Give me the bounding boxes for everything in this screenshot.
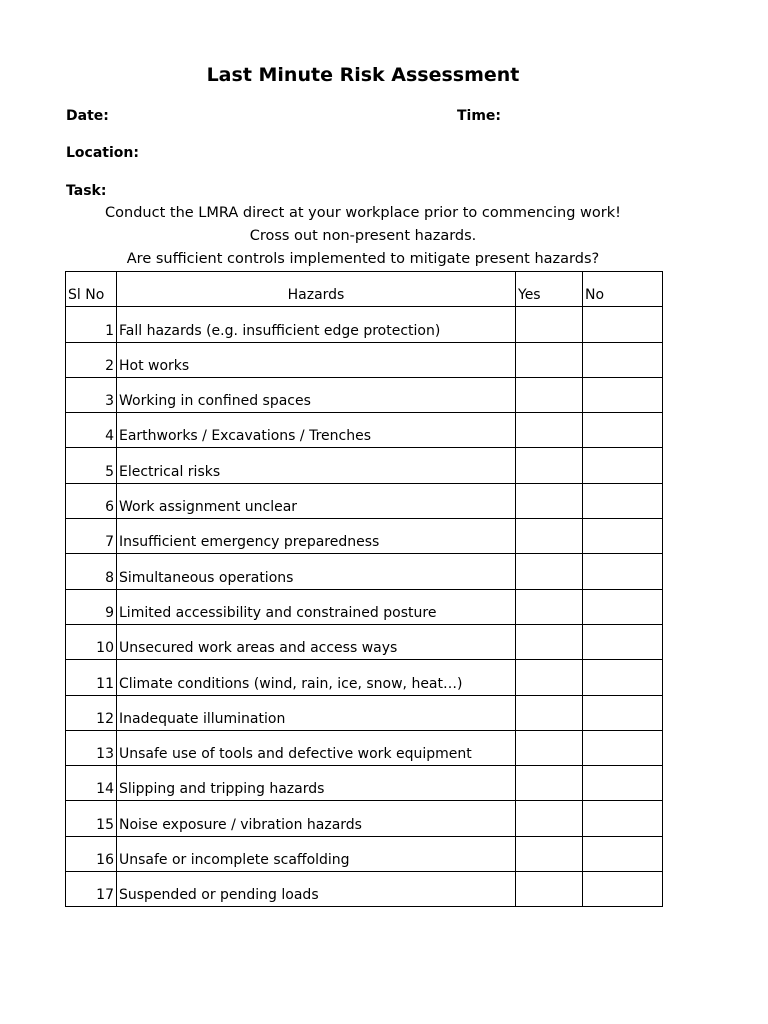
row-no-cell[interactable] (583, 377, 663, 412)
row-number: 5 (66, 448, 117, 483)
row-no-cell[interactable] (583, 836, 663, 871)
table-row (66, 483, 663, 518)
row-hazard: Unsafe or incomplete scaffolding (117, 836, 516, 871)
header-hazards: Hazards (117, 272, 516, 307)
row-no-cell[interactable] (583, 483, 663, 518)
task-label: Task: (66, 183, 107, 199)
row-number: 13 (66, 730, 117, 765)
row-hazard: Work assignment unclear (117, 483, 516, 518)
row-no-cell[interactable] (583, 730, 663, 765)
table-row (66, 519, 663, 554)
row-no-cell[interactable] (583, 342, 663, 377)
table-row (66, 307, 663, 342)
row-number: 16 (66, 836, 117, 871)
row-hazard: Working in confined spaces (117, 377, 516, 412)
row-hazard: Unsecured work areas and access ways (117, 624, 516, 659)
hazards-table-body (66, 272, 663, 907)
row-hazard: Climate conditions (wind, rain, ice, snow, heat…) (117, 660, 516, 695)
row-yes-cell[interactable] (516, 695, 583, 730)
table-row (66, 448, 663, 483)
row-number: 4 (66, 413, 117, 448)
row-no-cell[interactable] (583, 413, 663, 448)
table-row (66, 801, 663, 836)
row-yes-cell[interactable] (516, 307, 583, 342)
row-hazard: Suspended or pending loads (117, 872, 516, 907)
row-number: 6 (66, 483, 117, 518)
row-hazard: Fall hazards (e.g. insufficient edge protection) (117, 307, 516, 342)
row-number: 11 (66, 660, 117, 695)
row-number: 14 (66, 766, 117, 801)
row-hazard: Unsafe use of tools and defective work equipment (117, 730, 516, 765)
row-number: 3 (66, 377, 117, 412)
row-number: 8 (66, 554, 117, 589)
row-yes-cell[interactable] (516, 554, 583, 589)
row-hazard: Slipping and tripping hazards (117, 766, 516, 801)
row-no-cell[interactable] (583, 448, 663, 483)
time-label: Time: (457, 108, 502, 124)
table-row (66, 660, 663, 695)
row-number: 10 (66, 624, 117, 659)
row-hazard: Noise exposure / vibration hazards (117, 801, 516, 836)
row-yes-cell[interactable] (516, 624, 583, 659)
row-yes-cell[interactable] (516, 448, 583, 483)
location-label: Location: (66, 145, 139, 161)
instruction-controls: Are sufficient controls implemented to mitigate present hazards? (126, 251, 600, 267)
row-no-cell[interactable] (583, 872, 663, 907)
row-yes-cell[interactable] (516, 872, 583, 907)
row-hazard: Simultaneous operations (117, 554, 516, 589)
row-yes-cell[interactable] (516, 413, 583, 448)
row-no-cell[interactable] (583, 801, 663, 836)
row-hazard: Hot works (117, 342, 516, 377)
table-row (66, 377, 663, 412)
instruction-conduct: Conduct the LMRA direct at your workplace prior to commencing work! (105, 205, 621, 221)
row-number: 9 (66, 589, 117, 624)
row-hazard: Inadequate illumination (117, 695, 516, 730)
row-yes-cell[interactable] (516, 836, 583, 871)
hazards-table (65, 271, 663, 907)
row-number: 2 (66, 342, 117, 377)
table-row (66, 730, 663, 765)
row-hazard: Limited accessibility and constrained posture (117, 589, 516, 624)
row-no-cell[interactable] (583, 554, 663, 589)
table-row (66, 872, 663, 907)
row-yes-cell[interactable] (516, 730, 583, 765)
instruction-cross-out: Cross out non-present hazards. (249, 228, 477, 244)
row-number: 12 (66, 695, 117, 730)
row-yes-cell[interactable] (516, 801, 583, 836)
row-yes-cell[interactable] (516, 377, 583, 412)
row-number: 1 (66, 307, 117, 342)
table-row (66, 695, 663, 730)
table-row (66, 836, 663, 871)
row-no-cell[interactable] (583, 766, 663, 801)
row-number: 7 (66, 519, 117, 554)
table-row (66, 413, 663, 448)
table-row (66, 342, 663, 377)
header-no: No (583, 272, 663, 307)
row-no-cell[interactable] (583, 660, 663, 695)
row-yes-cell[interactable] (516, 342, 583, 377)
row-number: 17 (66, 872, 117, 907)
row-yes-cell[interactable] (516, 660, 583, 695)
table-row (66, 624, 663, 659)
row-no-cell[interactable] (583, 589, 663, 624)
row-no-cell[interactable] (583, 695, 663, 730)
row-yes-cell[interactable] (516, 766, 583, 801)
row-yes-cell[interactable] (516, 589, 583, 624)
page-title: Last Minute Risk Assessment (206, 64, 520, 86)
row-no-cell[interactable] (583, 307, 663, 342)
row-no-cell[interactable] (583, 624, 663, 659)
date-label: Date: (66, 108, 109, 124)
row-no-cell[interactable] (583, 519, 663, 554)
row-yes-cell[interactable] (516, 483, 583, 518)
row-number: 15 (66, 801, 117, 836)
row-hazard: Electrical risks (117, 448, 516, 483)
header-yes: Yes (516, 272, 583, 307)
row-hazard: Earthworks / Excavations / Trenches (117, 413, 516, 448)
table-row (66, 589, 663, 624)
row-hazard: Insufficient emergency preparedness (117, 519, 516, 554)
row-yes-cell[interactable] (516, 519, 583, 554)
table-row (66, 554, 663, 589)
table-row (66, 766, 663, 801)
table-header-row (66, 272, 663, 307)
header-sl-no: Sl No (66, 272, 117, 307)
